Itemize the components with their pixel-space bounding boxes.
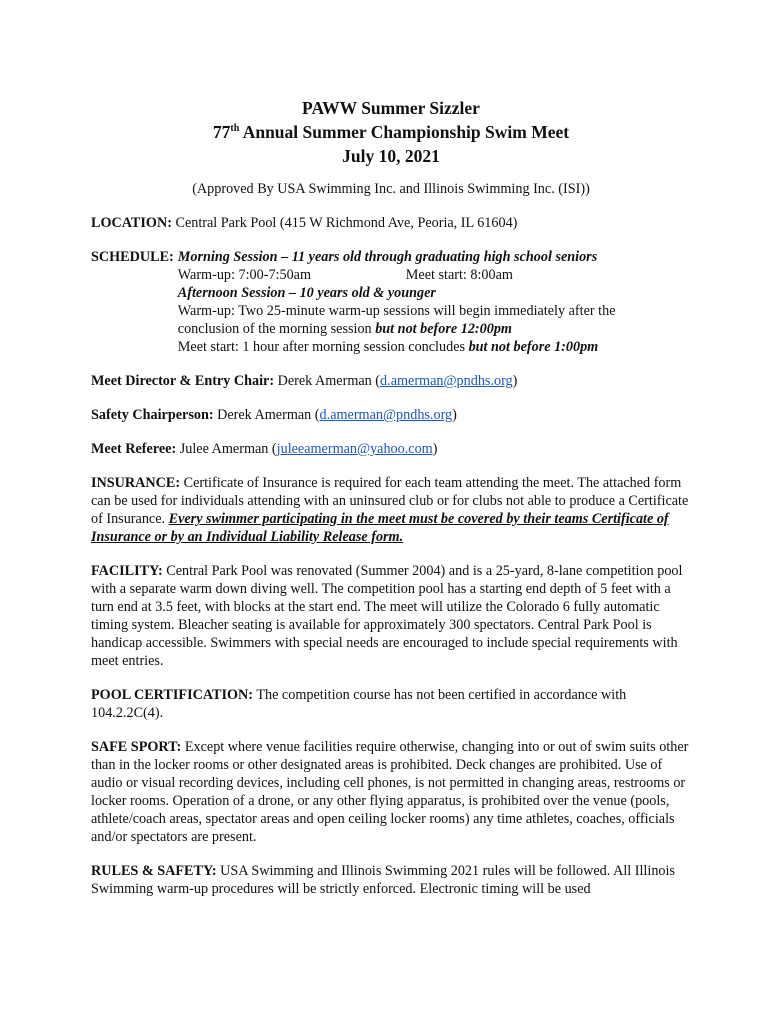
safety-chair-name: Derek Amerman ( xyxy=(213,407,320,423)
facility-section xyxy=(91,562,691,670)
referee-label: Meet Referee: xyxy=(91,441,177,457)
referee-name: Julee Amerman ( xyxy=(176,441,277,457)
insurance-label: INSURANCE: xyxy=(91,475,181,491)
insurance-section xyxy=(91,474,691,546)
meet-director-section xyxy=(91,372,691,390)
morning-meet-start: Meet start: 8:00am xyxy=(405,267,513,283)
approval-note: (Approved By USA Swimming Inc. and Illinois Swimming Inc. (ISI)) xyxy=(192,181,590,197)
facility-label: FACILITY: xyxy=(91,563,163,579)
afternoon-warmup-text: conclusion of the morning session xyxy=(177,321,376,337)
rules-safety-label: RULES & SAFETY: xyxy=(91,863,217,879)
referee-section xyxy=(91,440,691,458)
meet-director-label: Meet Director & Entry Chair: xyxy=(91,373,275,389)
meet-director-email-link[interactable]: d.amerman@pndhs.org xyxy=(380,373,513,389)
meet-director-name: Derek Amerman ( xyxy=(274,373,381,389)
pool-certification-text: The competition course has not been certified in accordance with 104.2.2C(4). xyxy=(91,687,627,721)
rules-safety-section xyxy=(91,862,691,898)
meet-director-close: ) xyxy=(512,373,518,389)
referee-close: ) xyxy=(432,441,438,457)
safety-chair-email-link[interactable]: d.amerman@pndhs.org xyxy=(319,407,453,423)
afternoon-warmup-line2 xyxy=(178,320,616,338)
title-subtitle-rest: Annual Summer Championship Swim Meet xyxy=(239,122,570,142)
morning-warmup: Warm-up: 7:00-7:50am xyxy=(177,267,311,283)
afternoon-warmup-emphasis: but not before 12:00pm xyxy=(375,321,512,337)
title-meet-name: PAWW Summer Sizzler xyxy=(302,98,480,118)
safety-chair-label: Safety Chairperson: xyxy=(91,407,214,423)
afternoon-warmup-line1: Warm-up: Two 25-minute warm-up sessions will begin immediately after the xyxy=(177,303,616,319)
schedule-label: SCHEDULE: xyxy=(91,249,174,265)
pool-certification-label: POOL CERTIFICATION: xyxy=(91,687,254,703)
safe-sport-text: Except where venue facilities require otherwise, changing into or out of swim suits other than in the locker rooms or other designated areas is prohibited. Deck changes are prohibited. Use of audio or visual recording devices, including cell phones, is not permitted in changing areas, restrooms or locker rooms. Operation of a drone, or any other flying apparatus, is prohibited over the venue (pools, athlete/coach areas, spectator areas and open ceiling locker rooms) any time athletes, coaches, officials and/or spectators are present. xyxy=(91,739,689,845)
safe-sport-section xyxy=(91,738,691,846)
pool-certification-section xyxy=(91,686,691,722)
title-ordinal-suffix: th xyxy=(230,123,240,135)
title-number: 77 xyxy=(212,122,231,142)
safety-chair-close: ) xyxy=(452,407,457,423)
safe-sport-label: SAFE SPORT: xyxy=(91,739,182,755)
safety-chair-section xyxy=(91,406,691,424)
title-meet-subtitle xyxy=(91,120,691,144)
morning-session-title: Morning Session – 11 years old through graduating high school seniors xyxy=(177,249,598,265)
afternoon-session-title: Afternoon Session – 10 years old & younger xyxy=(177,285,436,301)
title-meet-date: July 10, 2021 xyxy=(342,146,440,166)
rules-safety-text: USA Swimming and Illinois Swimming 2021 rules will be followed. All Illinois Swimming warm-up procedures will be strictly enforced. Electronic timing will be used xyxy=(91,863,675,897)
location-label: LOCATION: xyxy=(91,215,172,231)
afternoon-start-line xyxy=(178,338,616,356)
morning-session-times xyxy=(178,266,616,284)
insurance-emphasis: Every swimmer participating in the meet must be covered by their teams Certificate of Insurance or by an Individual Liability Release form. xyxy=(91,511,669,545)
schedule-body xyxy=(174,248,616,356)
document-title xyxy=(91,96,691,168)
referee-email-link[interactable]: juleeamerman@yahoo.com xyxy=(276,441,433,457)
afternoon-start-text: Meet start: 1 hour after morning session concludes xyxy=(177,339,469,355)
location-text: Central Park Pool (415 W Richmond Ave, Peoria, IL 61604) xyxy=(171,215,518,231)
insurance-text: Certificate of Insurance is required for each team attending the meet. The attached form can be used for individuals attending with an uninsured club or for clubs not able to produce a Certificate of Insurance. xyxy=(91,475,689,527)
schedule-section xyxy=(91,248,691,356)
afternoon-start-emphasis: but not before 1:00pm xyxy=(468,339,599,355)
facility-text: Central Park Pool was renovated (Summer 2004) and is a 25-yard, 8-lane competition pool with a separate warm down diving well. The competition pool has a starting end depth of 5 feet with a turn end at 3.5 feet, with blocks at the start end. The meet will utilize the Colorado 6 fully automatic timing system. Bleacher seating is available for approximately 300 spectators. Central Park Pool is handicap accessible. Swimmers with special needs are encouraged to include special requirements with meet entries. xyxy=(91,563,683,669)
location-section xyxy=(91,214,691,232)
document-body xyxy=(91,96,691,898)
